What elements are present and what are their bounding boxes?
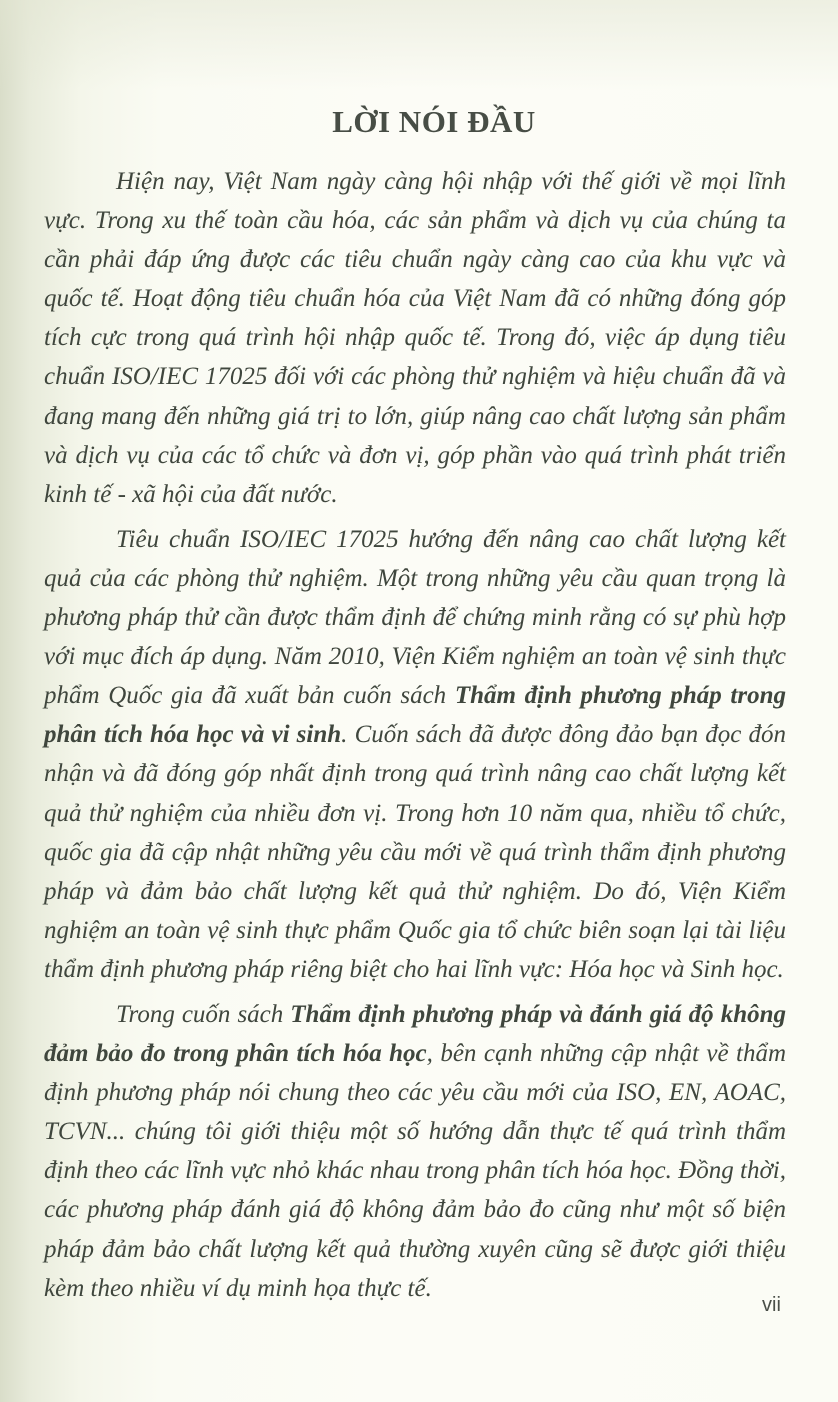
paragraph-1 (44, 162, 786, 514)
preface-body (44, 162, 786, 1308)
page-title: LỜI NÓI ĐẦU (332, 104, 536, 139)
paragraph-text: , bên cạnh những cập nhật về thẩm định phương pháp nói chung theo các yêu cầu mới của ISO, EN, AOAC, TCVN... chúng tôi giới thiệu một số hướng dẫn thực tế quá trình thẩm định theo các lĩnh vực nhỏ khác nhau trong phân tích hóa học. Đồng thời, các phương pháp đánh giá độ không đảm bảo đo cũng như một số biện pháp đảm bảo chất lượng kết quả thường xuyên cũng sẽ được giới thiệu kèm theo nhiều ví dụ minh họa thực tế. (44, 1040, 786, 1302)
paragraph-text: Tiêu chuẩn ISO/IEC 17025 hướng đến nâng cao chất lượng kết quả của các phòng thử nghiệm. Một trong những yêu cầu quan trọng là phương pháp thử cần được thẩm định để chứng minh rằng có sự phù hợp với mục đích áp dụng. Năm 2010, Viện Kiểm nghiệm an toàn vệ sinh thực phẩm Quốc gia đã xuất bản cuốn sách (44, 525, 786, 710)
paragraph-2 (44, 520, 786, 989)
paragraph-3 (44, 995, 786, 1308)
page-number: vii (762, 1294, 781, 1316)
paragraph-text: . Cuốn sách đã được đông đảo bạn đọc đón nhận và đã đóng góp nhất định trong quá trình nâng cao chất lượng kết quả thử nghiệm của nhiều đơn vị. Trong hơn 10 năm qua, nhiều tổ chức, quốc gia đã cập nhật những yêu cầu mới về quá trình thẩm định phương pháp và đảm bảo chất lượng kết quả thử nghiệm. Do đó, Viện Kiểm nghiệm an toàn vệ sinh thực phẩm Quốc gia tổ chức biên soạn lại tài liệu thẩm định phương pháp riêng biệt cho hai lĩnh vực: Hóa học và Sinh học. (44, 721, 786, 983)
paragraph-text: Hiện nay, Việt Nam ngày càng hội nhập với thế giới về mọi lĩnh vực. Trong xu thế toàn cầu hóa, các sản phẩm và dịch vụ của chúng ta cần phải đáp ứng được các tiêu chuẩn ngày càng cao của khu vực và quốc tế. Hoạt động tiêu chuẩn hóa của Việt Nam đã có những đóng góp tích cực trong quá trình hội nhập quốc tế. Trong đó, việc áp dụng tiêu chuẩn ISO/IEC 17025 đối với các phòng thử nghiệm và hiệu chuẩn đã và đang mang đến những giá trị to lớn, giúp nâng cao chất lượng sản phẩm và dịch vụ của các tổ chức và đơn vị, góp phần vào quá trình phát triển kinh tế - xã hội của đất nước. (44, 168, 786, 508)
book-title-emphasis: Thẩm định phương pháp và đánh giá độ không đảm bảo đo trong phân tích hóa học (44, 1000, 786, 1068)
book-title-emphasis: Thẩm định phương pháp trong phân tích hóa học và vi sinh (44, 682, 786, 749)
paragraph-text: Trong cuốn sách (116, 1000, 291, 1028)
